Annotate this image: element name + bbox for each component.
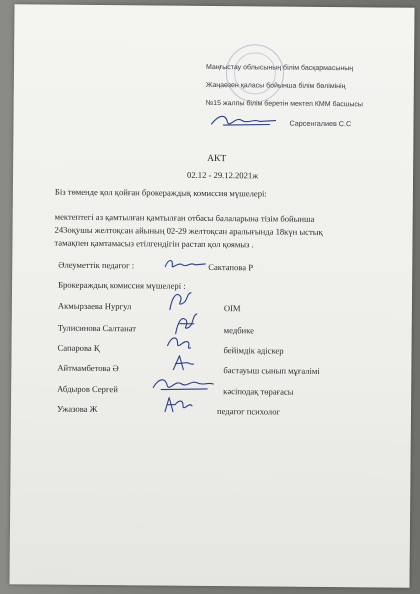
member-name-6: Ужазова Ж	[56, 403, 98, 415]
member-signature-5	[151, 373, 215, 394]
paragraph-line-2: 243оқушы желтоқсан айының 02-29 желтоқсан аралығында 18күн ыстық	[54, 224, 323, 237]
document-sheet	[9, 4, 414, 587]
member-role-3: бейімдік әдіскер	[223, 345, 284, 356]
member-signature-1	[164, 290, 194, 312]
member-signature-4	[167, 352, 195, 374]
member-name-1: Акмырзаева Нургул	[57, 300, 132, 312]
member-name-2: Тулисинова Салтанат	[57, 322, 137, 334]
director-signature	[209, 110, 279, 131]
official-stamp	[226, 44, 285, 103]
member-signature-3	[163, 332, 193, 354]
member-name-5: Абдыров Сергей	[57, 383, 118, 395]
social-pedagogue-name: Сактапова Р	[208, 261, 254, 273]
commission-label: Брокераждық комиссия мүшелері :	[58, 279, 186, 291]
date-range: 02.12 - 29.12.2021ж	[187, 169, 259, 181]
header-line-1: Маңғыстау облысының білім басқармасының	[205, 63, 354, 73]
paragraph-line-1: мектептегі аз қамтылған қамтылған отбасы балаларына тізім бойынша	[54, 211, 315, 224]
header-line-2: Жаңаөзен қаласы бойынша білім бөлімінің	[205, 81, 346, 91]
member-role-5: кәсіподақ төрағасы	[223, 386, 294, 397]
member-signature-6	[161, 394, 195, 416]
document-title: АКТ	[207, 153, 227, 165]
header-line-3: №15 жалпы білім беретін мектеп КММ басшысы	[205, 99, 364, 109]
member-role-1: ОІМ	[223, 303, 241, 314]
member-role-6: педагог психолог	[216, 406, 281, 417]
intro-text: Біз төменде қол қойған брокераждық комиссия мүшелері:	[54, 186, 267, 199]
social-pedagogue-signature	[162, 256, 208, 272]
member-role-4: бастауыш сынып мұғалімі	[223, 365, 320, 376]
social-pedagogue-role: Әлеуметтік педагог :	[58, 259, 135, 271]
member-name-3: Сапарова Қ	[57, 342, 100, 354]
paragraph-line-3: тамақпен қамтамасыз етілгендігін растап қол қоямыз .	[54, 237, 254, 250]
director-name: Сарсенгалиев С.С	[289, 118, 352, 129]
member-role-2: медбике	[223, 325, 255, 336]
member-name-4: Айтмамбетова Ә	[57, 362, 119, 374]
